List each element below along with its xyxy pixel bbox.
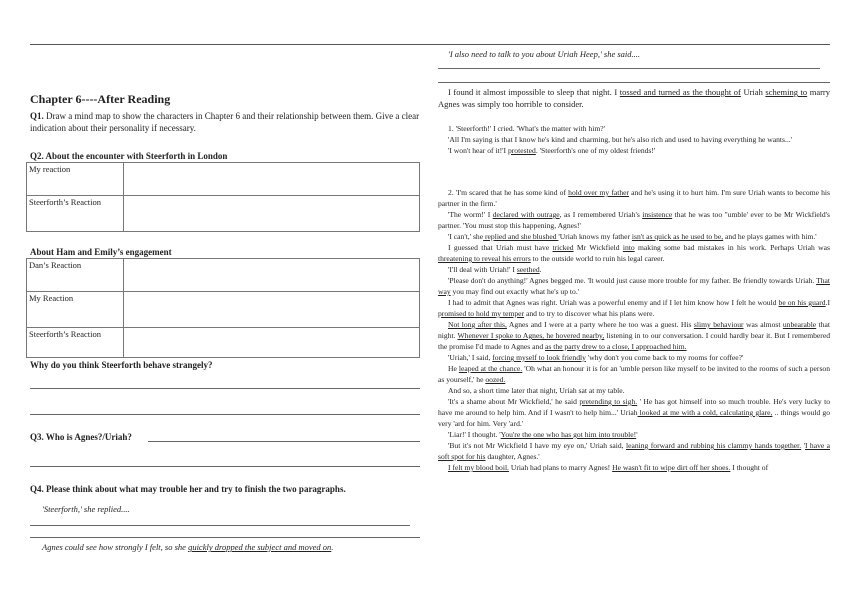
- ham-row-label: Dan’s Reaction: [27, 259, 124, 292]
- story-line: [438, 145, 830, 156]
- story-underline: looked at me with a cold, calculating glare,: [637, 408, 773, 417]
- quote-steerforth: 'Steerforth,' she replied....: [42, 504, 130, 514]
- story-underline: seethed: [516, 265, 540, 274]
- answer-line[interactable]: [148, 441, 420, 442]
- quote-agnes: [42, 542, 333, 552]
- story-text: daughter, Agnes.': [485, 452, 540, 461]
- story-underline: be on his guard: [778, 298, 826, 307]
- story-underline: I have a soft spot for his: [438, 441, 831, 461]
- story-underline: as the party drew to a close, I approached him.: [545, 342, 687, 351]
- story-underline: protested: [507, 146, 536, 155]
- story-underline: leaped at the chance.: [458, 364, 523, 373]
- story-line: [438, 462, 830, 473]
- q3-question: Q3. Who is Agnes?/Uriah?: [30, 432, 132, 442]
- story-underline: leaning forward and rubbing his clammy hands together.: [626, 441, 802, 450]
- story-line: [438, 319, 830, 352]
- story-text: 'But it's not Mr Wickfield I have my eye on,' Uriah said,: [448, 441, 626, 450]
- ham-row-label: My Reaction: [27, 292, 124, 328]
- story-underline: forcing myself to look friendly: [492, 353, 586, 362]
- story-line: [438, 187, 830, 209]
- story-underline: pretending to sigh.: [579, 397, 638, 406]
- story-underline: tricked: [552, 243, 574, 252]
- q4-question: Q4. Please think about what may trouble her and try to finish the two paragraphs.: [30, 484, 346, 494]
- story-underline: You're the one who has got him into trouble!: [500, 430, 637, 439]
- story-block-1: [438, 123, 830, 156]
- story-text: . 'Steerforth's one of my oldest friends!': [535, 146, 656, 155]
- story-text: 'Please don't do anything!' Agnes begged me. 'It would just cause more trouble for my father. Be friendly towards Uriah.: [448, 276, 817, 285]
- story-line: And so, a short time later that night, Uriah sat at my table.: [448, 386, 625, 395]
- story-line: [438, 429, 830, 440]
- q1-body: Draw a mind map to show the characters in Chapter 6 and their relationship between them. Give a clear indication about their personality if necessary.: [30, 111, 420, 133]
- q2-row-label: Steerforth’s Reaction: [27, 196, 124, 232]
- intro-text: I found it almost impossible to sleep that night. I: [448, 87, 620, 97]
- story-text: ': [636, 430, 638, 439]
- story-underline: Whenever I spoke to Agnes, he hovered nearby,: [457, 331, 605, 340]
- ham-row-label: Steerforth’s Reaction: [27, 328, 124, 358]
- story-line: [438, 363, 830, 385]
- story-text: 'It's a shame about Mr Wickfield,' he said: [448, 397, 580, 406]
- story-text: and he's using it to hurt him. I'm sure Uriah wants to become his partner in the firm.': [438, 188, 830, 208]
- q2-answer-cell[interactable]: [124, 196, 420, 232]
- q1-label: Q1.: [30, 111, 44, 121]
- story-text: .: [539, 265, 542, 274]
- story-underline: Not long after this,: [448, 320, 507, 329]
- story-underline: That way: [438, 276, 830, 296]
- q2-table: [26, 162, 420, 232]
- story-text: 'The worm!' I: [448, 210, 493, 219]
- story-line: [438, 440, 830, 462]
- story-text: .I: [825, 298, 831, 307]
- story-text: to the outside world to ruin his legal career.: [530, 254, 665, 263]
- answer-line[interactable]: [30, 525, 410, 526]
- story-line: [438, 297, 830, 319]
- story-text: 'Liar!' I thought. ': [448, 430, 501, 439]
- story-text: that night.: [438, 320, 830, 340]
- top-rule: [30, 44, 830, 45]
- q1-text: [30, 111, 420, 134]
- quote-agnes-text: Agnes could see how strongly I felt, so she: [42, 542, 189, 552]
- q2-answer-cell[interactable]: [124, 163, 420, 196]
- story-text: I had to admit that Agnes was right. Uriah was a powerful enemy and if I let him know how I felt he would: [448, 298, 779, 307]
- story-underline: unbearable: [782, 320, 817, 329]
- story-text: that he was too "umble' ever to be Mr Wickfield's partner. 'You must stop this happening, Agnes!': [438, 210, 830, 230]
- story-text: was almost: [743, 320, 783, 329]
- story-text: 'I'll deal with Uriah!' I: [448, 265, 517, 274]
- intro-paragraph: [438, 86, 830, 110]
- story-line: [438, 209, 830, 231]
- story-text: you may find out exactly what he's up to.': [450, 287, 580, 296]
- intro-underline: scheming to: [765, 87, 808, 97]
- story-text: 'why don't you come back to my rooms for coffee?': [585, 353, 744, 362]
- story-line: 1. 'Steerforth!' I cried. 'What's the matter with him?': [448, 124, 605, 133]
- story-line: [438, 264, 830, 275]
- story-underline: threatening to reveal his errors: [438, 254, 531, 263]
- why-question: Why do you think Steerforth behave strangely?: [30, 360, 213, 370]
- ham-answer-cell[interactable]: [124, 292, 420, 328]
- story-text: .. things would go very 'ard for him. Very 'ard.': [438, 408, 830, 428]
- story-text: 2. 'I'm scared that he has some kind of: [448, 188, 569, 197]
- quote-agnes-end: .: [331, 542, 334, 552]
- story-line: [438, 352, 830, 363]
- story-text: He: [448, 364, 459, 373]
- story-underline: isn't as quick as he used to be,: [631, 232, 724, 241]
- story-underline: slimy behaviour: [693, 320, 744, 329]
- story-text: 'I won't hear of it!'I: [448, 146, 508, 155]
- answer-line[interactable]: [30, 388, 420, 389]
- story-underline: He wasn't fit to wipe dirt off her shoes.: [612, 463, 731, 472]
- story-underline: oozed.: [485, 375, 506, 384]
- q2-title: Q2. About the encounter with Steerforth in London: [30, 151, 228, 161]
- story-underline: I felt my blood boil.: [448, 463, 509, 472]
- ham-title: About Ham and Emily’s engagement: [30, 247, 172, 257]
- story-text: 'I can't,' she: [448, 232, 484, 241]
- page-title: Chapter 6----After Reading: [30, 92, 171, 106]
- story-text: listening in to our conversation. I could hardly bear it. But I remembered the promise I'd made to Agnes and: [438, 331, 830, 351]
- intro-underline: tossed and turned as the thought of: [619, 87, 741, 97]
- story-text: Uriah had plans to marry Agnes!: [508, 463, 613, 472]
- story-text: Agnes and I were at a party where he too was a guest. His: [506, 320, 694, 329]
- top-quote: 'I also need to talk to you about Uriah Heep,' she said....: [448, 49, 641, 59]
- story-text: 'Oh what an honour it is for an 'umble person like myself to be invited to the rooms of such a person as yourself,' he: [438, 364, 830, 384]
- story-text: Mr Wickfield: [573, 243, 623, 252]
- story-text: ': [801, 441, 805, 450]
- story-text: making some bad mistakes in his work. Perhaps Uriah was: [634, 243, 830, 252]
- answer-line[interactable]: [438, 68, 820, 69]
- story-line: [438, 275, 830, 297]
- story-underline: hold over my father: [568, 188, 630, 197]
- ham-answer-cell[interactable]: [124, 328, 420, 358]
- story-line: 'All I'm saying is that I know he's kind and charming, but he's also rich and used to having everything he wants...': [448, 135, 793, 144]
- answer-line[interactable]: [30, 466, 420, 467]
- answer-line[interactable]: [438, 82, 830, 83]
- story-line: [438, 242, 830, 264]
- story-text: and he plays games with him.': [723, 232, 817, 241]
- story-text: , as I remembered Uriah's: [559, 210, 643, 219]
- quote-agnes-underlined: quickly dropped the subject and moved on: [188, 542, 332, 552]
- story-underline: insistence: [642, 210, 673, 219]
- story-text: 'Uriah,' I said,: [448, 353, 493, 362]
- intro-text: Uriah: [740, 87, 766, 97]
- story-text: and to try to discover what his plans were.: [524, 309, 655, 318]
- answer-line[interactable]: [30, 537, 420, 538]
- story-underline: declared with outrage: [492, 210, 560, 219]
- story-line: [438, 396, 830, 429]
- ham-answer-cell[interactable]: [124, 259, 420, 292]
- ham-table: [26, 258, 420, 358]
- story-block-2: [438, 187, 830, 473]
- intro-text: marry Agnes was simply too horrible to consider.: [438, 87, 830, 109]
- story-text: 'Uriah knows my father: [558, 232, 632, 241]
- story-underline: into: [622, 243, 635, 252]
- story-underline: replied and she blushed: [483, 232, 559, 241]
- story-line: [438, 231, 830, 242]
- story-text: I guessed that Uriah must have: [448, 243, 553, 252]
- story-text: ' He has got himself into so much trouble. He's very lucky to have me around to help him. And if I wasn't to help him...' Uriah: [438, 397, 831, 417]
- story-underline: promised to hold my temper: [438, 309, 525, 318]
- answer-line[interactable]: [30, 414, 420, 415]
- q2-row-label: My reaction: [27, 163, 124, 196]
- story-text: I thought of: [730, 463, 769, 472]
